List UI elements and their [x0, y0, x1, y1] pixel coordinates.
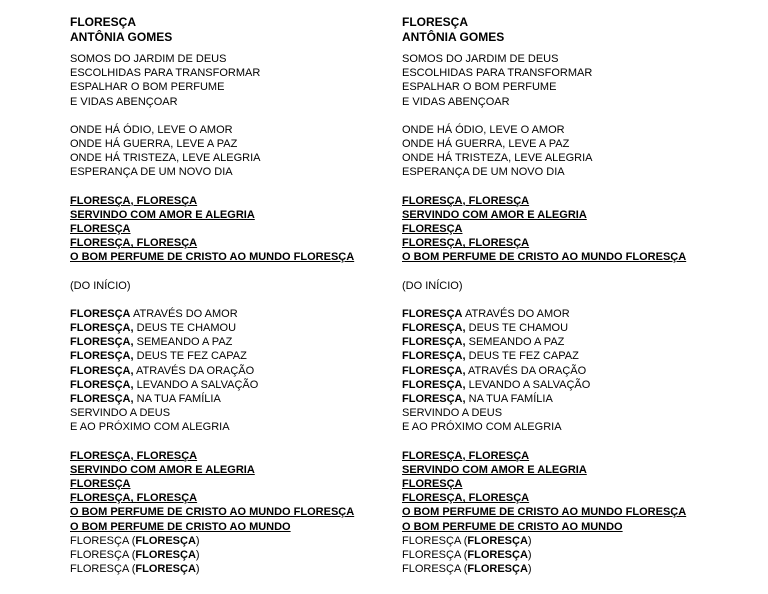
verse1-line: SOMOS DO JARDIM DE DEUS: [70, 53, 227, 65]
repeat-instruction: (DO INÍCIO): [70, 279, 131, 292]
verse1-line: ESCOLHIDAS PARA TRANSFORMAR: [70, 67, 261, 80]
verse1-line: SOMOS DO JARDIM DE DEUS: [402, 53, 559, 65]
ending-line: FLORESÇA (FLORESÇA): [402, 549, 532, 562]
final-chorus-line: FLORESÇA, FLORESÇA: [402, 449, 530, 462]
repeat-instruction: (DO INÍCIO): [402, 279, 463, 292]
chorus-line: O BOM PERFUME DE CRISTO AO MUNDO FLORESÇA: [402, 251, 687, 264]
final-chorus-line: O BOM PERFUME DE CRISTO AO MUNDO FLORESÇA: [402, 506, 687, 519]
verse1-line: ESPALHAR O BOM PERFUME: [70, 81, 225, 94]
final-chorus-line: FLORESÇA: [402, 478, 463, 491]
bridge-line: FLORESÇA, SEMEANDO A PAZ: [402, 336, 565, 349]
song-author: ANTÔNIA GOMES: [402, 30, 505, 44]
ending-line: FLORESÇA (FLORESÇA): [70, 534, 200, 547]
bridge-line: FLORESÇA, ATRAVÉS DA ORAÇÃO: [402, 364, 587, 377]
chorus-line: FLORESÇA: [70, 223, 131, 236]
verse2-line: ONDE HÁ TRISTEZA, LEVE ALEGRIA: [402, 152, 593, 165]
final-chorus-line: FLORESÇA, FLORESÇA: [70, 449, 198, 462]
ending-line: FLORESÇA (FLORESÇA): [402, 534, 532, 547]
bridge-line: FLORESÇA, LEVANDO A SALVAÇÃO: [402, 378, 591, 391]
bridge-tail-line: SERVINDO A DEUS: [70, 407, 171, 420]
chorus-line: FLORESÇA, FLORESÇA: [70, 237, 198, 250]
chorus-line: FLORESÇA, FLORESÇA: [402, 194, 530, 207]
bridge-line: FLORESÇA, DEUS TE FEZ CAPAZ: [70, 350, 247, 363]
bridge-line: FLORESÇA, SEMEANDO A PAZ: [70, 336, 233, 349]
verse2-line: ESPERANÇA DE UM NOVO DIA: [402, 166, 565, 179]
final-chorus-line: SERVINDO COM AMOR E ALEGRIA: [402, 463, 587, 476]
verse2-line: ONDE HÁ ÓDIO, LEVE O AMOR: [402, 123, 565, 136]
bridge-line: FLORESÇA, DEUS TE CHAMOU: [70, 322, 237, 335]
final-chorus-line: SERVINDO COM AMOR E ALEGRIA: [70, 463, 255, 476]
verse2-line: ONDE HÁ GUERRA, LEVE A PAZ: [402, 138, 570, 151]
bridge-line: FLORESÇA, ATRAVÉS DA ORAÇÃO: [70, 364, 255, 377]
verse2-line: ONDE HÁ GUERRA, LEVE A PAZ: [70, 138, 238, 151]
ending-line: FLORESÇA (FLORESÇA): [402, 563, 532, 576]
chorus-line: FLORESÇA, FLORESÇA: [402, 237, 530, 250]
verse2-line: ESPERANÇA DE UM NOVO DIA: [70, 166, 233, 179]
final-chorus-extra: O BOM PERFUME DE CRISTO AO MUNDO: [402, 520, 623, 533]
bridge-tail-line: E AO PRÓXIMO COM ALEGRIA: [70, 421, 230, 434]
verse1-line: E VIDAS ABENÇOAR: [70, 95, 178, 108]
bridge-line: FLORESÇA ATRAVÉS DO AMOR: [402, 307, 570, 320]
bridge-line: FLORESÇA, DEUS TE FEZ CAPAZ: [402, 350, 579, 363]
lyrics-column-right: [402, 15, 732, 577]
bridge-line: FLORESÇA, NA TUA FAMÍLIA: [70, 393, 221, 406]
verse2-line: ONDE HÁ ÓDIO, LEVE O AMOR: [70, 123, 233, 136]
verse1-line: ESCOLHIDAS PARA TRANSFORMAR: [402, 67, 593, 80]
final-chorus-line: FLORESÇA, FLORESÇA: [70, 492, 198, 505]
song-title: FLORESÇA: [70, 15, 136, 29]
chorus-line: O BOM PERFUME DE CRISTO AO MUNDO FLORESÇA: [70, 251, 355, 264]
bridge-tail-line: E AO PRÓXIMO COM ALEGRIA: [402, 421, 562, 434]
final-chorus-line: O BOM PERFUME DE CRISTO AO MUNDO FLORESÇA: [70, 506, 355, 519]
final-chorus-line: FLORESÇA: [70, 478, 131, 491]
song-author: ANTÔNIA GOMES: [70, 30, 173, 44]
chorus-line: SERVINDO COM AMOR E ALEGRIA: [70, 208, 255, 221]
bridge-line: FLORESÇA, DEUS TE CHAMOU: [402, 322, 569, 335]
verse2-line: ONDE HÁ TRISTEZA, LEVE ALEGRIA: [70, 152, 261, 165]
ending-line: FLORESÇA (FLORESÇA): [70, 549, 200, 562]
song-title: FLORESÇA: [402, 15, 468, 29]
chorus-line: FLORESÇA, FLORESÇA: [70, 194, 198, 207]
final-chorus-line: FLORESÇA, FLORESÇA: [402, 492, 530, 505]
bridge-line: FLORESÇA ATRAVÉS DO AMOR: [70, 307, 238, 320]
chorus-line: SERVINDO COM AMOR E ALEGRIA: [402, 208, 587, 221]
bridge-tail-line: SERVINDO A DEUS: [402, 407, 503, 420]
verse1-line: ESPALHAR O BOM PERFUME: [402, 81, 557, 94]
chorus-line: FLORESÇA: [402, 223, 463, 236]
verse1-line: E VIDAS ABENÇOAR: [402, 95, 510, 108]
bridge-line: FLORESÇA, NA TUA FAMÍLIA: [402, 393, 553, 406]
lyrics-column-left: [70, 15, 400, 577]
final-chorus-extra: O BOM PERFUME DE CRISTO AO MUNDO: [70, 520, 291, 533]
ending-line: FLORESÇA (FLORESÇA): [70, 563, 200, 576]
bridge-line: FLORESÇA, LEVANDO A SALVAÇÃO: [70, 378, 259, 391]
